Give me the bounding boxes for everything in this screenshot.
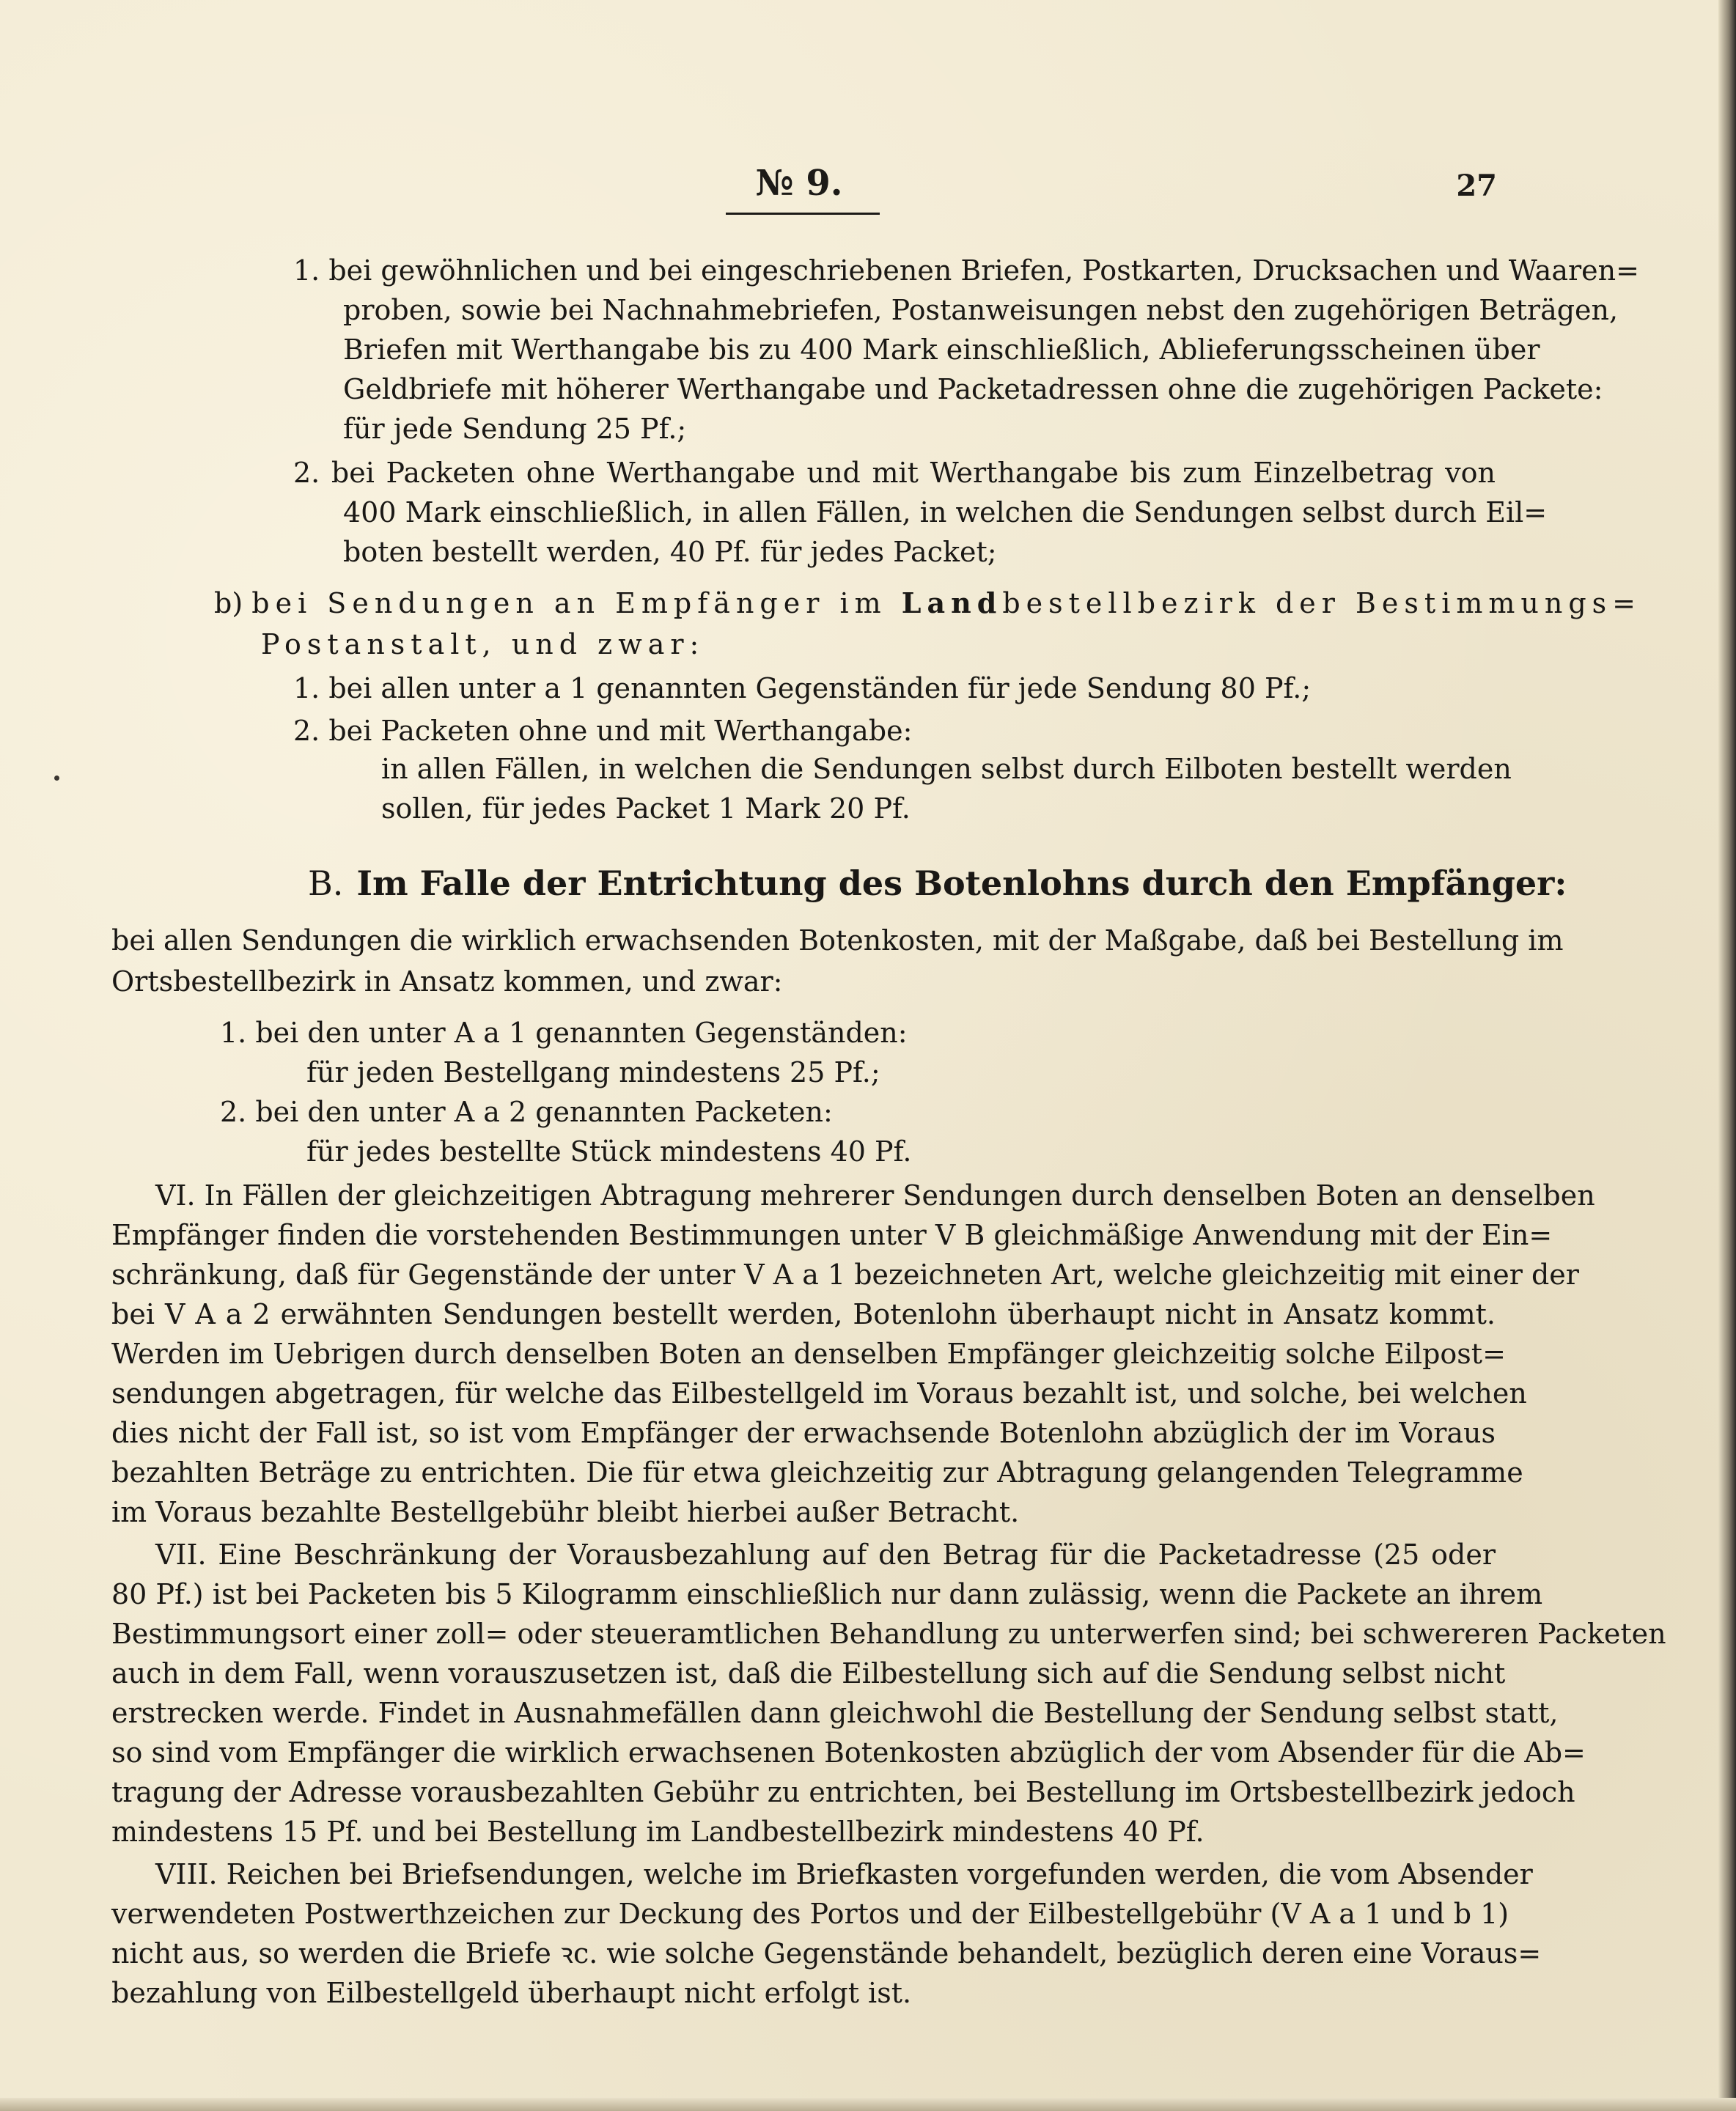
text-line: bezahlung von Eilbestellgeld überhaupt nicht erfolgt ist. xyxy=(111,1977,912,2009)
heading-b-text: Im Falle der Entrichtung des Botenlohns durch den Empfänger: xyxy=(356,863,1567,903)
ink-speck xyxy=(54,775,59,781)
text-line: 80 Pf.) ist bei Packeten bis 5 Kilogramm einschließlich nur dann zulässig, wenn die Packete an ihrem xyxy=(111,1578,1543,1610)
text-line: VIII. Reichen bei Briefsendungen, welche im Briefkasten vorgefunden werden, die vom Absender xyxy=(155,1858,1533,1890)
text-line: Postanstalt, und zwar: xyxy=(261,628,705,660)
subsection-b-line xyxy=(214,583,1642,623)
page-bottom-edge xyxy=(0,2098,1736,2111)
text-span: bestellbezirk der Bestimmungs= xyxy=(1002,587,1642,619)
subsection-b-label: b) xyxy=(214,587,243,619)
text-line: 1. bei den unter A a 1 genannten Gegenständen: xyxy=(220,1017,908,1049)
text-line: verwendeten Postwerthzeichen zur Deckung des Portos und der Eilbestellgebühr (V A a 1 und b 1) xyxy=(111,1898,1509,1930)
text-line: 1. bei allen unter a 1 genannten Gegenständen für jede Sendung 80 Pf.; xyxy=(293,672,1312,704)
text-line: boten bestellt werden, 40 Pf. für jedes Packet; xyxy=(343,536,997,568)
heading-b-label: B. xyxy=(308,863,344,903)
text-line: tragung der Adresse vorausbezahlten Gebühr zu entrichten, bei Bestellung im Ortsbestellbezirk jedoch xyxy=(111,1776,1575,1808)
text-line: 2. bei Packeten ohne Werthangabe und mit Werthangabe bis zum Einzelbetrag von xyxy=(293,457,1496,489)
text-line: 1. bei gewöhnlichen und bei eingeschriebenen Briefen, Postkarten, Drucksachen und Waaren= xyxy=(293,254,1639,287)
text-line: bei allen Sendungen die wirklich erwachsenden Botenkosten, mit der Maßgabe, daß bei Bestellung im xyxy=(111,924,1564,957)
text-line: bezahlten Beträge zu entrichten. Die für etwa gleichzeitig zur Abtragung gelangenden Telegramme xyxy=(111,1456,1523,1489)
text-line: sollen, für jedes Packet 1 Mark 20 Pf. xyxy=(381,792,911,825)
text-line: proben, sowie bei Nachnahmebriefen, Postanweisungen nebst den zugehörigen Beträgen, xyxy=(343,294,1619,326)
text-line: VII. Eine Beschränkung der Vorausbezahlung auf den Betrag für die Packetadresse (25 oder xyxy=(155,1539,1496,1571)
section-heading-b xyxy=(308,863,1567,903)
text-line: für jede Sendung 25 Pf.; xyxy=(343,413,687,445)
text-line: mindestens 15 Pf. und bei Bestellung im Landbestellbezirk mindestens 40 Pf. xyxy=(111,1816,1204,1848)
text-line: VI. In Fällen der gleichzeitigen Abtragung mehrerer Sendungen durch denselben Boten an denselben xyxy=(155,1179,1595,1212)
text-line: 400 Mark einschließlich, in allen Fällen, in welchen die Sendungen selbst durch Eil= xyxy=(343,496,1548,528)
text-line: auch in dem Fall, wenn vorauszusetzen ist, daß die Eilbestellung sich auf die Sendung selbst nicht xyxy=(111,1657,1506,1690)
text-line: 2. bei den unter A a 2 genannten Packeten: xyxy=(220,1096,833,1128)
text-line: nicht aus, so werden die Briefe ꝛc. wie solche Gegenstände behandelt, bezüglich deren eine Voraus= xyxy=(111,1937,1542,1970)
text-line: bei V A a 2 erwähnten Sendungen bestellt werden, Botenlohn überhaupt nicht in Ansatz kommt. xyxy=(111,1298,1496,1330)
text-line: Ortsbestellbezirk in Ansatz kommen, und zwar: xyxy=(111,965,783,998)
header-rule xyxy=(726,213,880,215)
text-span: bei Sendungen an Empfänger im xyxy=(251,587,902,619)
page-number: 27 xyxy=(1456,169,1497,203)
text-line: Werden im Uebrigen durch denselben Boten an denselben Empfänger gleichzeitig solche Eilpost= xyxy=(111,1338,1506,1370)
text-line: dies nicht der Fall ist, so ist vom Empfänger der erwachsende Botenlohn abzüglich der im Voraus xyxy=(111,1417,1496,1449)
text-line: im Voraus bezahlte Bestellgebühr bleibt hierbei außer Betracht. xyxy=(111,1496,1020,1528)
text-span-bold: Land xyxy=(901,586,1003,619)
text-line: 2. bei Packeten ohne und mit Werthangabe: xyxy=(293,715,913,747)
text-line: für jeden Bestellgang mindestens 25 Pf.; xyxy=(306,1056,880,1088)
text-line: Briefen mit Werthangabe bis zu 400 Mark einschließlich, Ablieferungsscheinen über xyxy=(343,334,1540,366)
text-line: für jedes bestellte Stück mindestens 40 Pf. xyxy=(306,1135,912,1168)
text-line: Bestimmungsort einer zoll= oder steueramtlichen Behandlung zu unterwerfen sind; bei schwereren Packeten xyxy=(111,1618,1666,1650)
text-line: Geldbriefe mit höherer Werthangabe und Packetadressen ohne die zugehörigen Packete: xyxy=(343,373,1603,405)
text-line: sendungen abgetragen, für welche das Eilbestellgeld im Voraus bezahlt ist, und solche, bei welchen xyxy=(111,1377,1527,1410)
text-line: in allen Fällen, in welchen die Sendungen selbst durch Eilboten bestellt werden xyxy=(381,753,1512,785)
text-line: Empfänger finden die vorstehenden Bestimmungen unter V B gleichmäßige Anwendung mit der Ein= xyxy=(111,1219,1553,1251)
text-line: schränkung, daß für Gegenstände der unter V A a 1 bezeichneten Art, welche gleichzeitig mit einer der xyxy=(111,1259,1579,1291)
text-line: erstrecken werde. Findet in Ausnahmefällen dann gleichwohl die Bestellung der Sendung selbst statt, xyxy=(111,1697,1559,1729)
text-line: so sind vom Empfänger die wirklich erwachsenen Botenkosten abzüglich der vom Absender für die Ab= xyxy=(111,1736,1586,1769)
page-edge-shadow xyxy=(1718,0,1736,2111)
issue-number: № 9. xyxy=(755,163,843,204)
